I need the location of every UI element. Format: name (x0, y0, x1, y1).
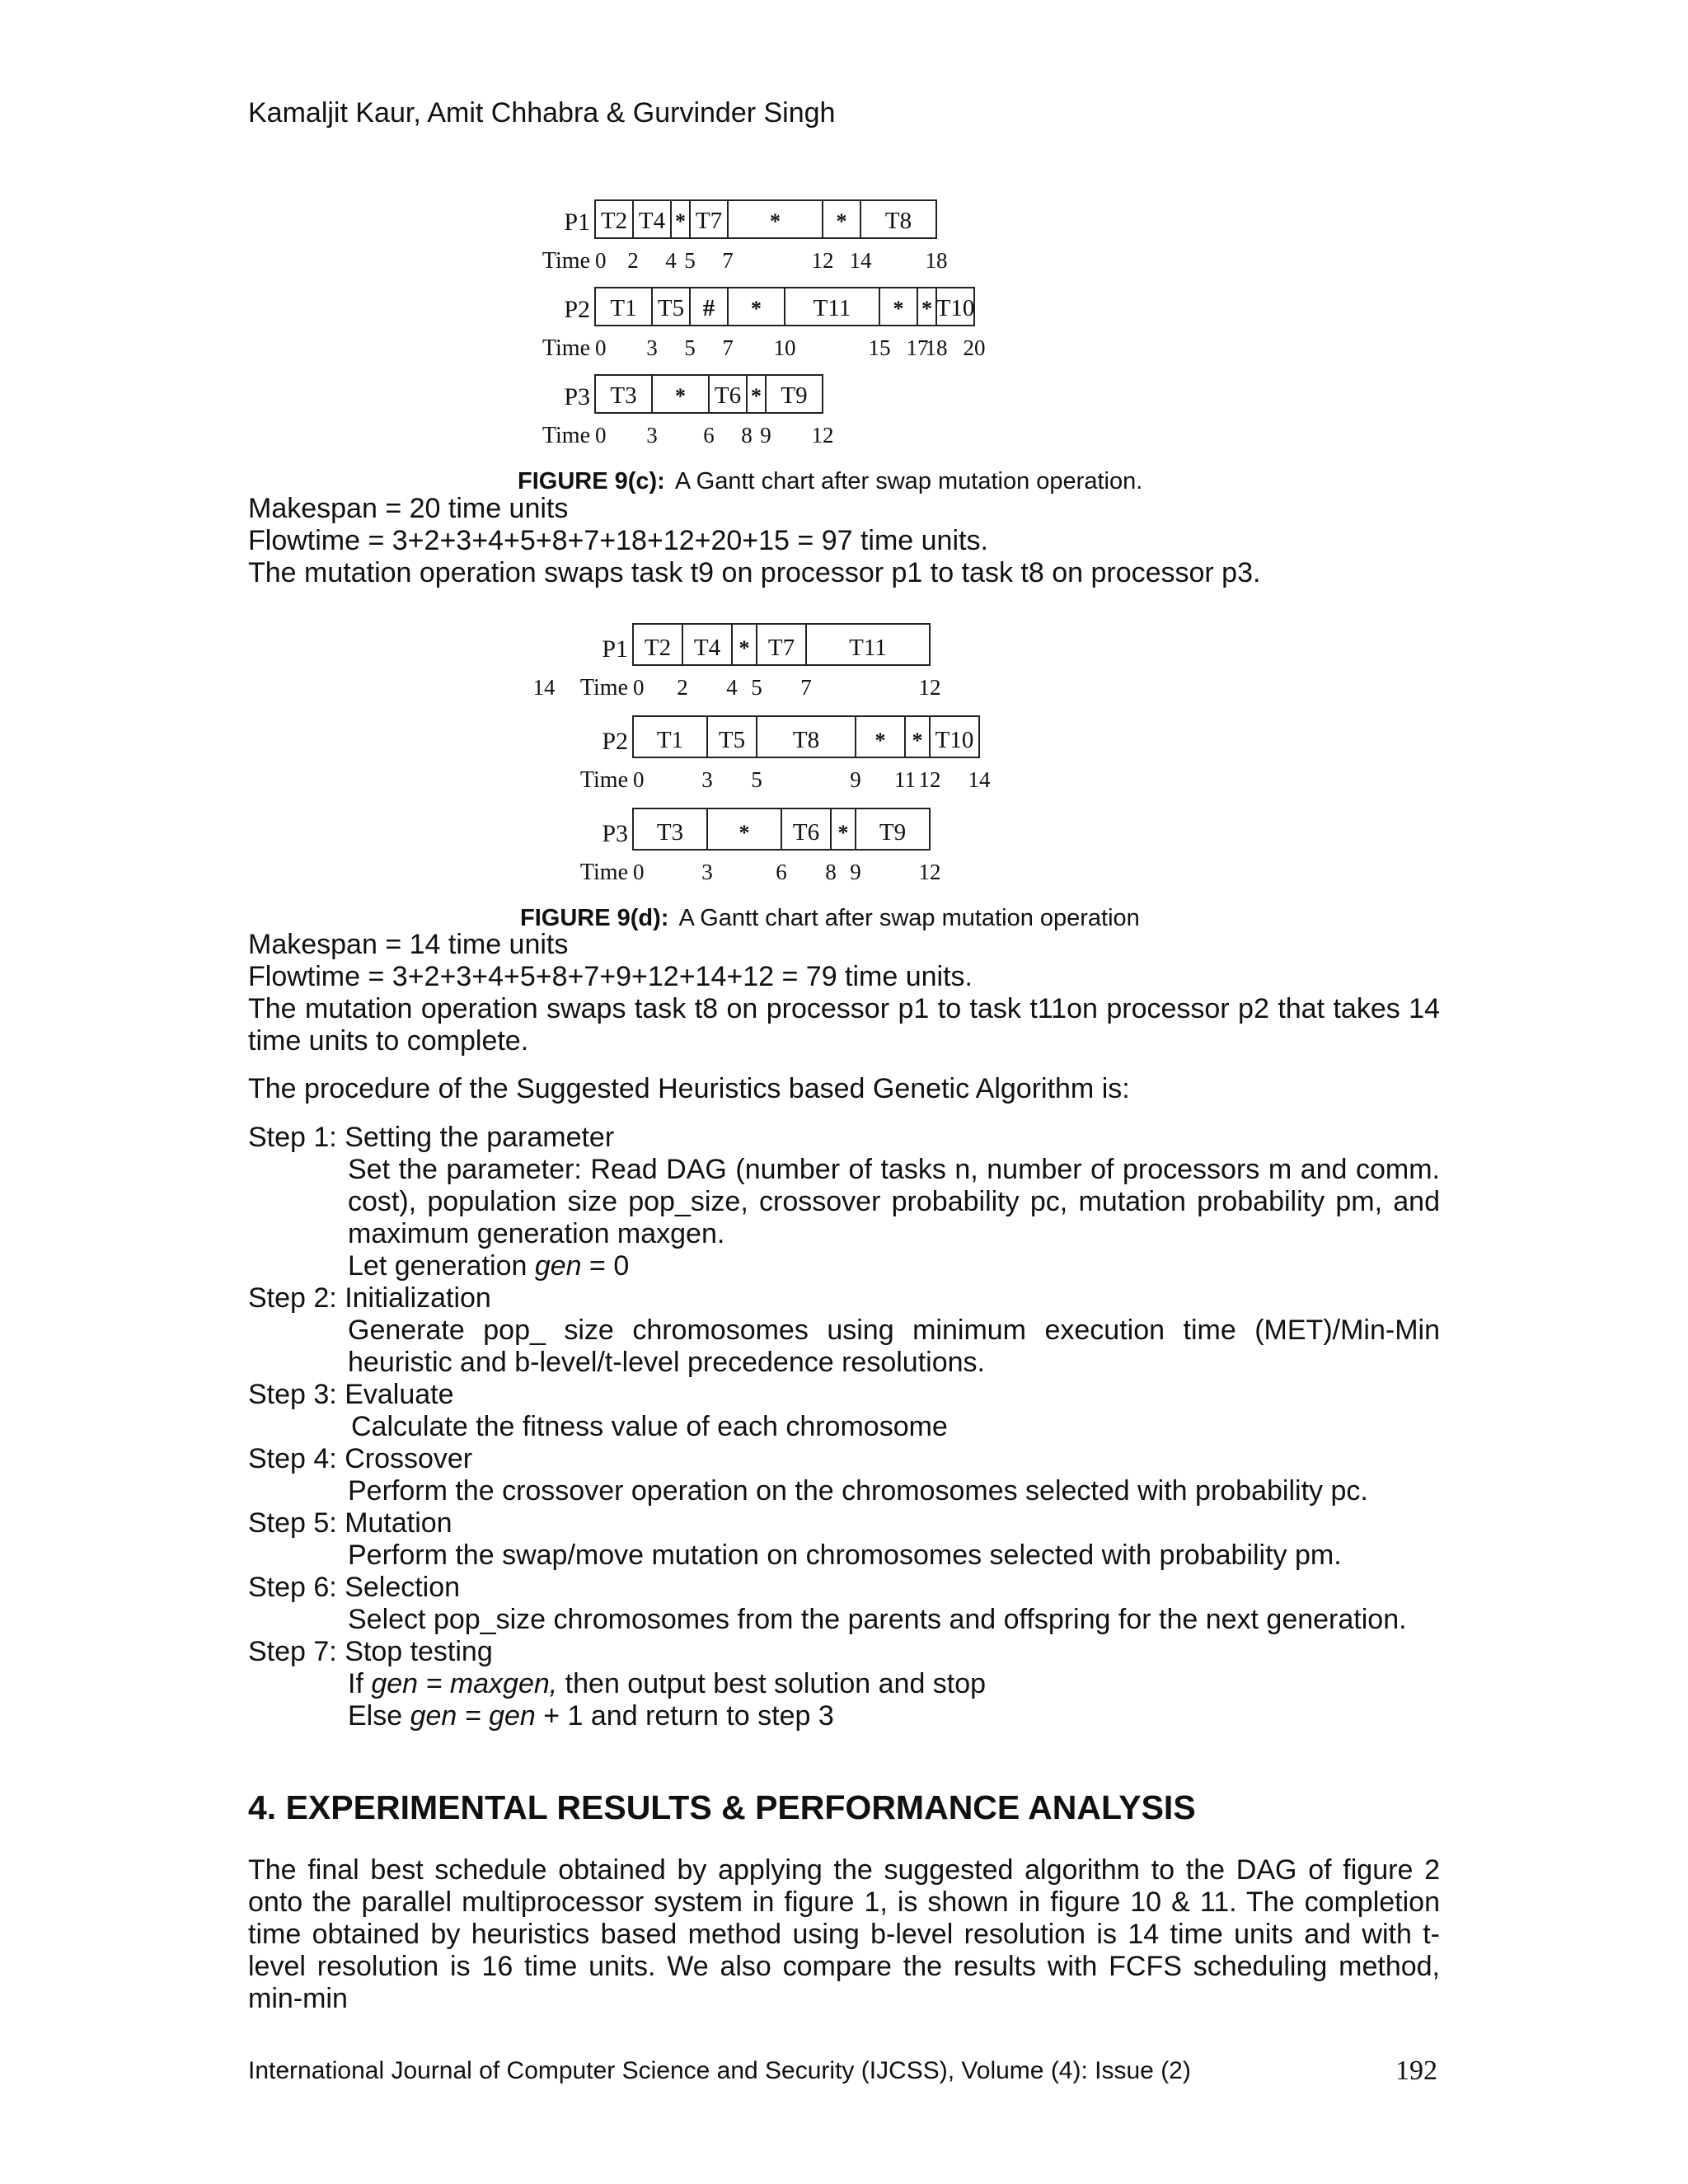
time-tick-label: 12 (918, 675, 941, 700)
step-1-body: Set the parameter: Read DAG (number of tasks n, number of processors m and comm. cost), population size pop_size, crossover probability pc, mutation probability pm, and maximum generation maxgen. (348, 1154, 1440, 1249)
task-label: T4 (693, 635, 721, 661)
task-label: * (751, 384, 762, 408)
time-tick-label: 12 (811, 248, 834, 273)
text-fragment: then output best solution and stop (557, 1668, 987, 1699)
task-label: T5 (718, 727, 746, 753)
task-label: * (738, 636, 750, 660)
task-label: T10 (935, 295, 975, 321)
processor-row-p2 (580, 716, 991, 793)
step-7-if (348, 1668, 1440, 1700)
time-tick-label: 8 (825, 860, 837, 884)
mutation-description: The mutation operation swaps task t9 on processor p1 to task t8 on processor p3. (248, 557, 1261, 588)
task-label: T4 (638, 208, 666, 234)
time-tick-label: 20 (963, 335, 986, 360)
caption-label: FIGURE 9(c): (518, 468, 665, 494)
processor-label: P3 (564, 383, 590, 410)
step-7-title: Step 7: Stop testing (248, 1636, 493, 1667)
step-1-title: Step 1: Setting the parameter (248, 1122, 615, 1153)
time-tick-label: 0 (633, 860, 645, 884)
caption-text: A Gantt chart after swap mutation operation (678, 905, 1140, 931)
figure-9c-caption (518, 468, 1142, 495)
step-4-body: Perform the crossover operation on the chromosomes selected with probability pc. (348, 1475, 1368, 1507)
time-tick-label: 5 (684, 248, 696, 273)
task-label: T9 (879, 819, 907, 846)
time-tick-label: 5 (684, 335, 696, 360)
task-label: * (921, 297, 932, 321)
time-axis-label: Time (542, 335, 590, 361)
time-tick-label: 0 (633, 767, 645, 792)
time-tick-label: 9 (760, 423, 771, 448)
step-7-else (348, 1700, 1440, 1732)
time-tick-label: 18 (925, 335, 948, 360)
time-tick-label: 3 (646, 335, 658, 360)
task-label: * (893, 297, 904, 321)
task-label: * (675, 209, 686, 233)
time-tick-label: 6 (703, 423, 715, 448)
task-label: * (874, 729, 886, 752)
time-tick-label: 9 (850, 860, 861, 884)
footer-journal-info: International Journal of Computer Science and Security (IJCSS), Volume (4): Issue (2) (248, 2057, 1191, 2084)
flowtime-line: Flowtime = 3+2+3+4+5+8+7+9+12+14+12 = 79 time units. (248, 961, 973, 992)
task-label: T8 (792, 727, 820, 753)
task-label: * (836, 209, 847, 233)
caption-text: A Gantt chart after swap mutation operation. (674, 468, 1143, 494)
increment-expression: gen = gen (410, 1700, 536, 1732)
figure-9d-results (248, 929, 1440, 1057)
text-fragment: If (348, 1668, 372, 1699)
task-label: T6 (792, 819, 820, 846)
time-tick-label: 14 (849, 248, 872, 273)
condition-expression: gen = maxgen, (371, 1668, 558, 1699)
time-tick-label: 18 (925, 248, 948, 273)
time-tick-label: 0 (595, 248, 607, 273)
task-label: T1 (656, 727, 684, 753)
time-tick-label: 14 (968, 767, 991, 792)
processor-row-p1 (533, 624, 941, 701)
task-label: T5 (657, 295, 685, 321)
task-label: T11 (813, 295, 851, 321)
time-axis-label: Time (579, 767, 628, 793)
page-number: 192 (1395, 2055, 1437, 2086)
text-fragment: + 1 and return to step 3 (535, 1700, 834, 1732)
paragraph-text: The final best schedule obtained by applying the suggested algorithm to the DAG of figure 2 onto the parallel multiprocessor system in figure 1, is shown in figure 10 & 11. The completion time obtained by heuristics based method using b-level resolution is 14 time units and with t-level resolution is 16 time units. We also compare the results with FCFS scheduling method, min-min (248, 1854, 1440, 2014)
task-label: T8 (884, 208, 912, 234)
task-label: T11 (849, 635, 887, 661)
time-tick-label: 14 (532, 675, 556, 700)
task-label: * (675, 384, 686, 408)
step-4-title: Step 4: Crossover (248, 1443, 473, 1474)
processor-label: P1 (564, 209, 590, 236)
time-tick-label: 3 (701, 860, 713, 884)
text-fragment: = 0 (581, 1250, 630, 1282)
flowtime-line: Flowtime = 3+2+3+4+5+8+7+18+12+20+15 = 97 time units. (248, 525, 988, 556)
time-tick-label: 5 (751, 675, 762, 700)
task-label: T6 (714, 382, 742, 409)
time-tick-label: 15 (868, 335, 891, 360)
mutation-description: The mutation operation swaps task t8 on processor p1 to task t11on processor p2 that takes 14 time units to complete. (248, 993, 1440, 1057)
processor-row-p1 (542, 200, 948, 274)
step-6-title: Step 6: Selection (248, 1572, 461, 1603)
task-label: * (738, 821, 750, 845)
step-5-title: Step 5: Mutation (248, 1507, 452, 1539)
variable-gen: gen (534, 1250, 582, 1282)
text-fragment: Let generation (348, 1250, 535, 1282)
time-tick-label: 0 (595, 335, 607, 360)
time-tick-label: 3 (701, 767, 713, 792)
time-axis-label: Time (579, 860, 628, 885)
time-axis-label: Time (542, 248, 590, 274)
time-tick-label: 2 (627, 248, 639, 273)
time-tick-label: 12 (811, 423, 834, 448)
task-label: T7 (767, 635, 795, 661)
task-label: T3 (656, 819, 684, 846)
time-tick-label: 6 (776, 860, 787, 884)
time-tick-label: 7 (800, 675, 812, 700)
time-tick-label: 10 (773, 335, 796, 360)
task-label: * (751, 297, 762, 321)
step-1-generation (348, 1250, 1440, 1282)
processor-row-p3 (580, 808, 941, 885)
step-3-title: Step 3: Evaluate (248, 1379, 454, 1410)
time-tick-label: 5 (751, 767, 762, 792)
time-tick-label: 0 (633, 675, 645, 700)
task-label: T2 (644, 635, 672, 661)
time-tick-label: 8 (741, 423, 753, 448)
time-axis-label: Time (579, 675, 628, 701)
processor-label: P2 (564, 296, 590, 323)
task-label: T2 (600, 208, 628, 234)
makespan-line: Makespan = 20 time units (248, 493, 569, 524)
procedure-intro: The procedure of the Suggested Heuristics based Genetic Algorithm is: (248, 1073, 1130, 1104)
processor-label: P2 (602, 728, 628, 755)
figure-9c-results (248, 493, 1440, 589)
task-label: * (912, 729, 923, 752)
time-tick-label: 7 (722, 335, 734, 360)
processor-label: P3 (602, 820, 628, 847)
gantt-chart-figure-9d (532, 620, 1170, 888)
processor-label: P1 (602, 635, 628, 663)
task-label: # (702, 295, 715, 321)
task-label: T7 (695, 208, 723, 234)
time-axis-label: Time (542, 423, 590, 448)
text-fragment: Else (348, 1700, 410, 1732)
step-2-body: Generate pop_ size chromosomes using minimum execution time (MET)/Min-Min heuristic and b-level/t-level precedence resolutions. (348, 1315, 1440, 1378)
task-label: * (837, 821, 849, 845)
processor-row-p2 (542, 288, 986, 361)
procedure-section (248, 1073, 1440, 1105)
section-paragraph (248, 1854, 1440, 2015)
task-label: * (770, 209, 781, 233)
time-tick-label: 9 (850, 767, 861, 792)
time-tick-label: 2 (677, 675, 688, 700)
makespan-line: Makespan = 14 time units (248, 929, 569, 960)
time-tick-label: 11 (894, 767, 916, 792)
processor-row-p3 (542, 375, 834, 448)
step-2-title: Step 2: Initialization (248, 1282, 491, 1314)
time-tick-label: 4 (665, 248, 677, 273)
task-label: T9 (781, 382, 808, 409)
time-tick-label: 17 (906, 335, 929, 360)
step-5-body: Perform the swap/move mutation on chromosomes selected with probability pm. (348, 1540, 1342, 1571)
running-header: Kamaljit Kaur, Amit Chhabra & Gurvinder Singh (248, 97, 836, 129)
procedure-steps (248, 1122, 1440, 1732)
task-label: T1 (610, 295, 637, 321)
time-tick-label: 0 (595, 423, 607, 448)
step-6-body: Select pop_size chromosomes from the parents and offspring for the next generation. (348, 1604, 1407, 1635)
time-tick-label: 7 (722, 248, 734, 273)
time-tick-label: 4 (726, 675, 738, 700)
step-3-body: Calculate the fitness value of each chromosome (351, 1411, 948, 1442)
task-label: T10 (935, 727, 974, 753)
section-heading: 4. EXPERIMENTAL RESULTS & PERFORMANCE ANALYSIS (248, 1788, 1196, 1826)
gantt-chart-figure-9c (511, 196, 1187, 448)
task-label: T3 (610, 382, 637, 409)
time-tick-label: 3 (646, 423, 658, 448)
caption-label: FIGURE 9(d): (520, 905, 669, 931)
time-tick-label: 12 (918, 767, 941, 792)
time-tick-label: 12 (918, 860, 941, 884)
